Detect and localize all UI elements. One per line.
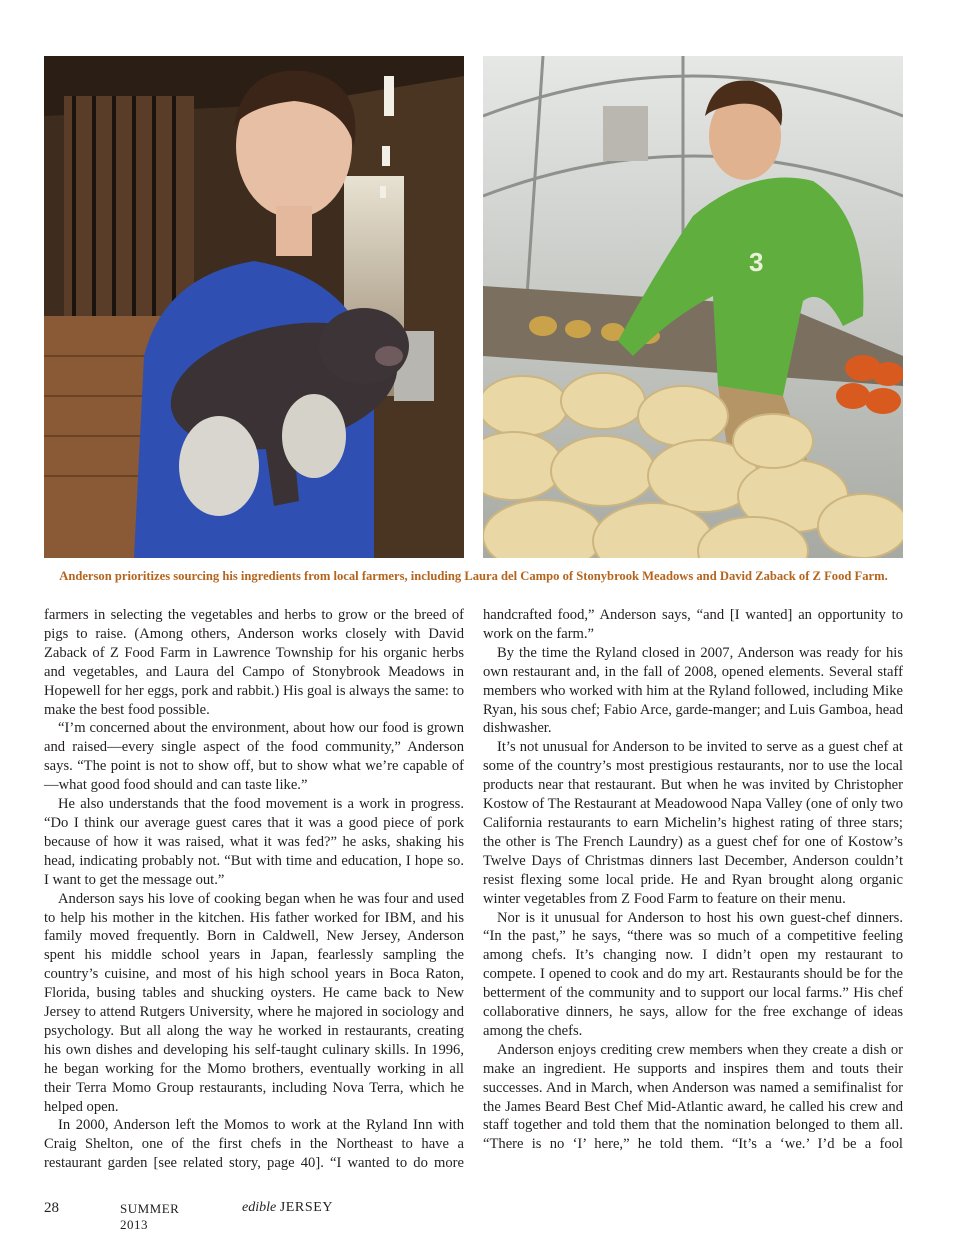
paragraph: “I’m concerned about the environment, about how our food is grown and raised—every single aspect of the food community,” Anderson says. “The point is not to show off, but to show what we’re capable of—what good food should and can taste like.” [44, 720, 464, 794]
article-column-left [44, 606, 464, 1173]
article-column-right [483, 606, 903, 1154]
magazine-brand [242, 1200, 333, 1216]
brand-italic: edible [242, 1200, 277, 1215]
brand-caps: JERSEY [279, 1200, 334, 1215]
paragraph: Nor is it unusual for Anderson to host his own guest-chef dinners. “In the past,” he says, “there was so much of a competitive feeling among chefs. It’s changing now. I didn’t open my restaurant to compete. I opened to cook and do my art. Restaurants should be for the betterment of the community and to support our local farms.” His chef collaborative dinners, he says, allow for the free exchange of ideas among the chefs. [483, 909, 903, 1039]
paragraph: Anderson says his love of cooking began when he was four and used to help his mother in the kitchen. His father worked for IBM, and his family moved frequently. Born in Caldwell, New Jersey, Anderson spent his middle school years in Japan, fearlessly sampling the country’s cuisine, and most of his high school years in Boca Raton, Florida, busing tables and shucking oysters. He came back to New Jersey to attend Rutgers University, where he majored in sociology and psychology. But all along the way he worked in restaurants, creating his own dishes and developing his self-taught culinary skills. In 1996, he began working for the Momo brothers, eventually working in all their Terra Momo Group restaurants, including Nova Terra, which he helped open. [44, 890, 464, 1115]
paragraph: In 2000, Anderson left the Momos to work at the Ryland Inn with Craig Shelton, one of the first chefs in the Northeast to have a restaurant garden [see related story, page 40]. “I wanted to do more [44, 1117, 464, 1172]
photo-caption: Anderson prioritizes sourcing his ingredients from local farmers, including Laura del Campo of Stonybrook Meadows and David Zaback of Z Food Farm. [59, 569, 888, 583]
paragraph: It’s not unusual for Anderson to be invited to serve as a guest chef at some of the country’s most prestigious restaurants, nor to use the local products near that restaurant. But when he was invited by Christopher Kostow of The Restaurant at Meadowood Napa Valley (one of only two California restaurants to earn Michelin’s highest rating of three stars; the other is The French Laundry) as a guest chef for one of Kostow’s Twelve Days of Christmas dinners last December, Anderson couldn’t resist flexing some local pride. He and Ryan brought along organic winter vegetables from Z Food Farm to feature on their menu. [483, 739, 903, 907]
photo-man-with-pumpkins-icon [483, 56, 903, 558]
paragraph: farmers in selecting the vegetables and herbs to grow or the breed of pigs to raise. (Among others, Anderson works closely with David Zaback of Z Food Farm in Lawrence Township for his organic herbs and vegetables, and Laura del Campo of Stonybrook Meadows in Hopewell for her eggs, pork and rabbit.) His goal is always the same: to make the best food possible. [44, 607, 464, 718]
page-number: 28 [44, 1200, 59, 1216]
paragraph: handcrafted food,” Anderson says, “and [I wanted] an opportunity to work on the farm.” [483, 607, 903, 642]
paragraph: Anderson enjoys crediting crew members when they create a dish or make an ingredient. He supports and inspires them and touts their successes. And in March, when Anderson was named a semifinalist for the James Beard Best Chef Mid-Atlantic award, he called his crew and staff together and told them that the nomination belonged to them all. “There is no ‘I’ here,” he told them. “It’s a ‘we.’ I’d be a fool [483, 1041, 903, 1153]
photo-woman-holding-pig [44, 56, 464, 558]
issue-label: SUMMER 2013 [120, 1201, 180, 1232]
paragraph: He also understands that the food movement is a work in progress. “Do I think our average guest cares that it was a good piece of pork because of how it was raised, what it was fed?” he asks, shaking his head, indicating probably not. “But with time and education, I hope so. I want to get the message out.” [44, 796, 464, 888]
photo-man-with-pumpkins [483, 56, 903, 558]
photo-woman-holding-pig-icon [44, 56, 464, 558]
paragraph: By the time the Ryland closed in 2007, Anderson was ready for his own restaurant and, in the fall of 2008, opened elements. Several staff members who worked with him at the Ryland followed, including Mike Ryan, his sous chef; Fabio Arce, garde-manger; and Luis Gamboa, head dishwasher. [483, 644, 903, 737]
svg-text:3: 3 [749, 247, 764, 277]
